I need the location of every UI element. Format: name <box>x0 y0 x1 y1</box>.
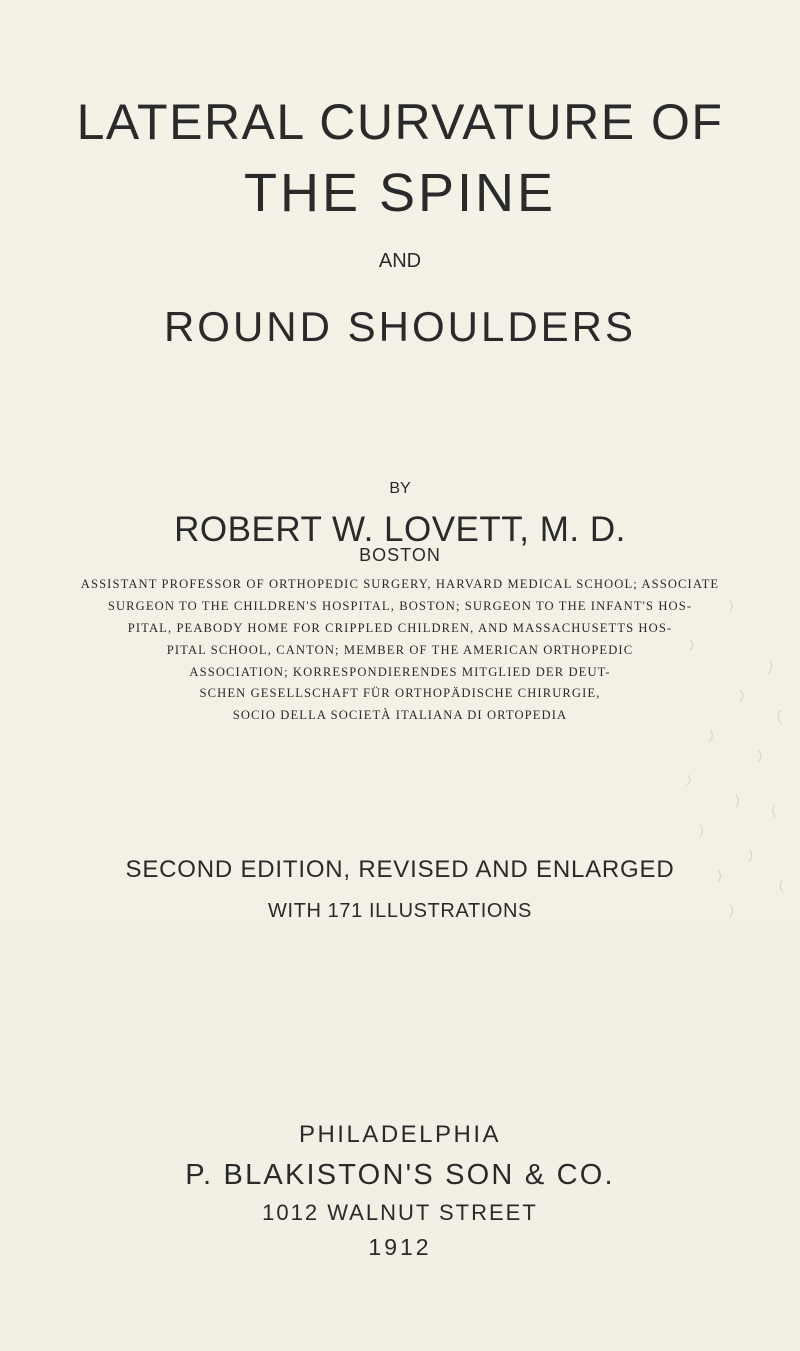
imprint-city: PHILADELPHIA <box>298 1121 502 1148</box>
edition-statement: SECOND EDITION, REVISED AND ENLARGED <box>125 856 675 883</box>
book-title-line-3: ROUND SHOULDERS <box>163 303 637 350</box>
credentials-line: PITAL, PEABODY HOME FOR CRIPPLED CHILDREN, AND MASSACHUSETTS HOS- <box>127 621 673 635</box>
publisher-name: P. BLAKISTON'S SON & CO. <box>185 1159 615 1191</box>
credentials-line: SURGEON TO THE CHILDREN'S HOSPITAL, BOSTON; SURGEON TO THE INFANT'S HOS- <box>107 599 693 613</box>
credentials-line: SCHEN GESELLSCHAFT FÜR ORTHOPÄDISCHE CHIRURGIE, <box>199 686 601 700</box>
byline-by: BY <box>389 480 411 497</box>
publisher-address: 1012 WALNUT STREET <box>262 1200 538 1225</box>
title-conjunction: AND <box>378 250 422 272</box>
bleed-through-marks <box>670 600 800 930</box>
book-title-line-1: LATERAL CURVATURE OF <box>76 94 724 150</box>
publication-year: 1912 <box>368 1234 432 1260</box>
credentials-line: ASSOCIATION; KORRESPONDIERENDES MITGLIED DER DEUT- <box>189 665 611 679</box>
credentials-line: SOCIO DELLA SOCIETÀ ITALIANA DI ORTOPEDIA <box>232 708 568 722</box>
illustrations-statement: WITH 171 ILLUSTRATIONS <box>268 900 532 922</box>
author-city: BOSTON <box>359 545 441 565</box>
book-title-line-2: THE SPINE <box>243 163 557 223</box>
author-name: ROBERT W. LOVETT, M. D. <box>174 510 626 549</box>
credentials-line: PITAL SCHOOL, CANTON; MEMBER OF THE AMERICAN ORTHOPEDIC <box>166 643 634 657</box>
credentials-line: ASSISTANT PROFESSOR OF ORTHOPEDIC SURGERY, HARVARD MEDICAL SCHOOL; ASSOCIATE <box>80 577 720 591</box>
